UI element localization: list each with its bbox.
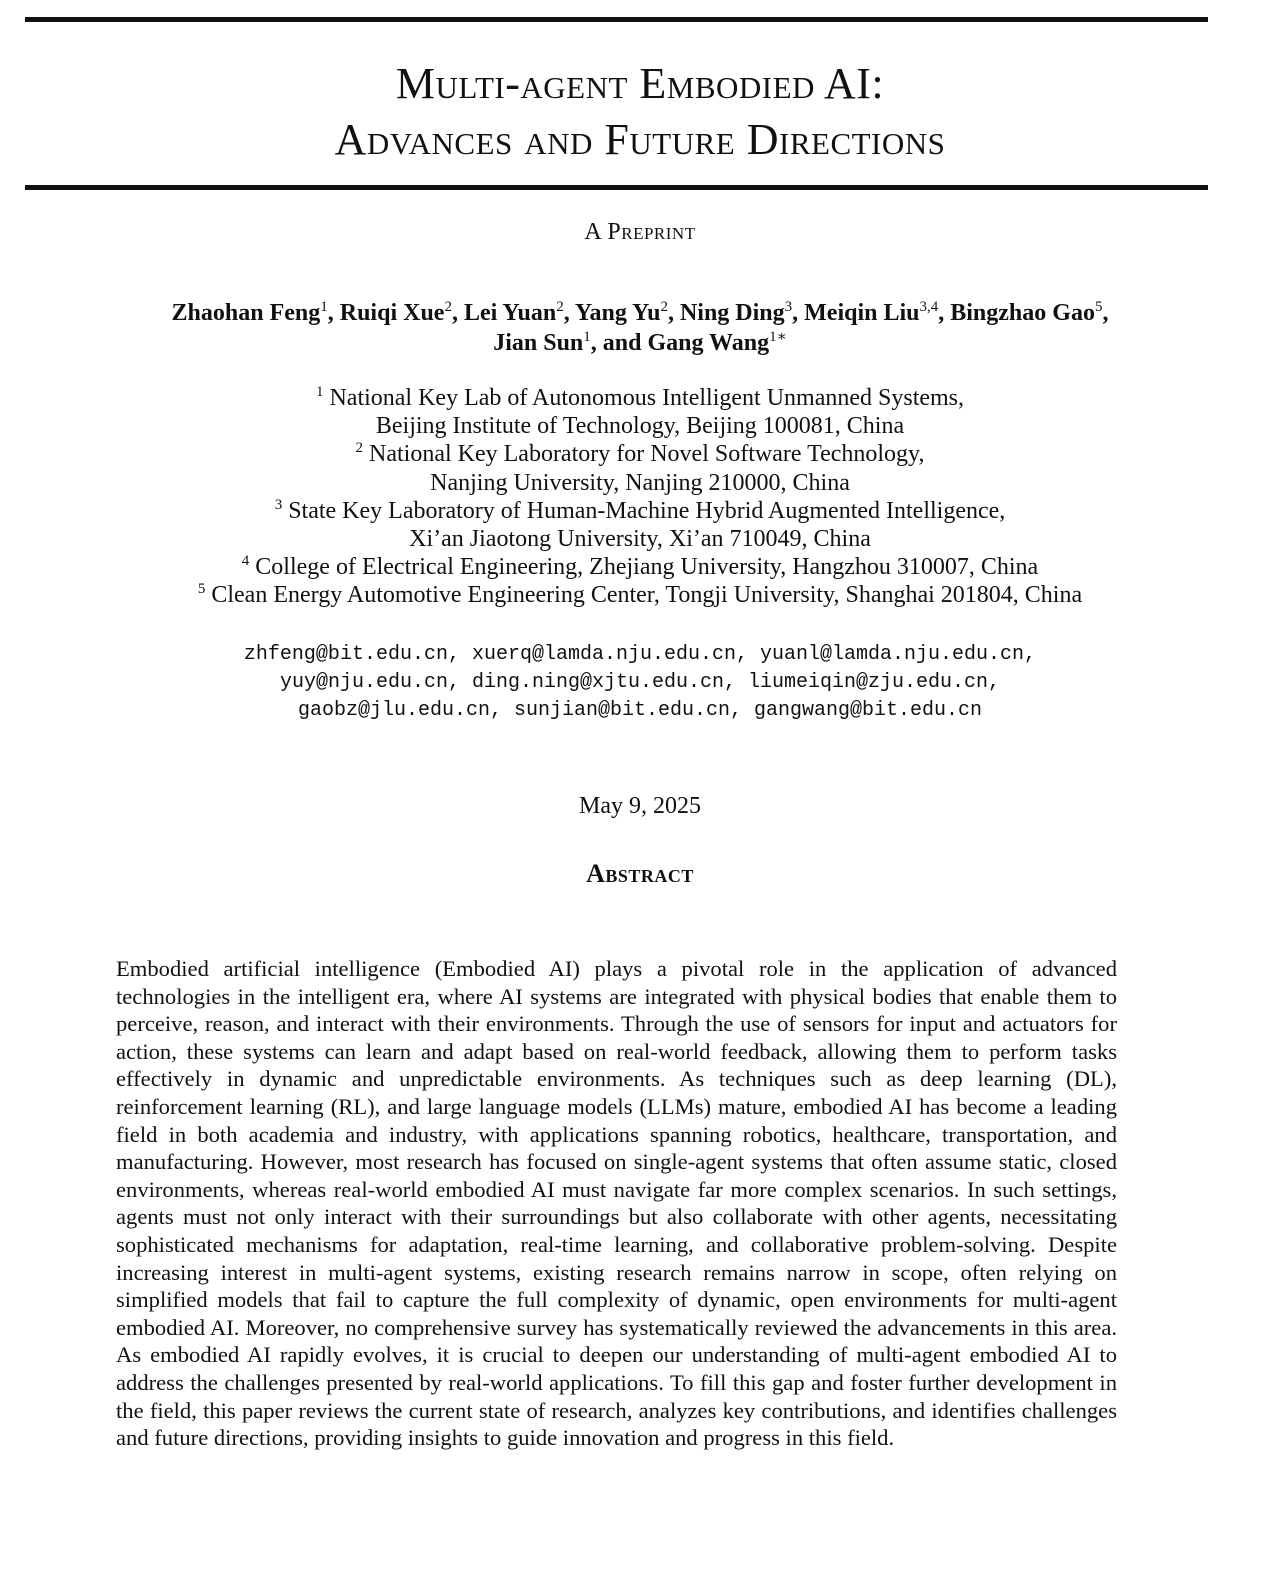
bottom-rule	[25, 185, 1208, 190]
affiliation-line: Nanjing University, Nanjing 210000, China	[430, 469, 850, 496]
affiliations	[60, 384, 1220, 610]
author: Jian Sun$^1$	[493, 329, 591, 356]
affiliation-line: $^1$ National Key Lab of Autonomous Intelligent Unmanned Systems,	[315, 384, 965, 411]
email-line: gaobz@jlu.edu.cn, sunjian@bit.edu.cn, gangwang@bit.edu.cn	[297, 699, 983, 722]
publication-date: May 9, 2025	[579, 793, 701, 819]
email-list	[60, 641, 1220, 725]
affiliation-line: Beijing Institute of Technology, Beijing 100081, China	[375, 413, 905, 440]
affiliation-line: Xi’an Jiaotong University, Xi’an 710049, China	[409, 526, 871, 553]
paper-title	[0, 56, 1280, 168]
title-line-2: Advances and Future Directions	[334, 115, 946, 164]
top-rule	[25, 17, 1208, 22]
affiliation-line: $^3$ State Key Laboratory of Human-Machine Hybrid Augmented Intelligence,	[274, 496, 1006, 524]
author: Bingzhao Gao$^5$	[950, 299, 1103, 326]
author: Yang Yu$^2$	[574, 299, 668, 326]
author: Ning Ding$^3$	[679, 299, 793, 326]
email-line: zhfeng@bit.edu.cn, xuerq@lamda.nju.edu.cn, yuanl@lamda.nju.edu.cn,	[243, 643, 1037, 666]
title-line-1: Multi-agent Embodied AI:	[395, 59, 885, 108]
affiliation-line: $^5$ Clean Energy Automotive Engineering Center, Tongji University, Shanghai 201804, China	[197, 581, 1083, 609]
abstract-heading: Abstract	[586, 859, 694, 888]
preprint-label: A Preprint	[584, 219, 696, 245]
affiliation-line: $^2$ National Key Laboratory for Novel Software Technology,	[355, 440, 925, 468]
author-list: Zhaohan Feng$^1$, Ruiqi Xue$^2$, Lei Yuan$^2$, Yang Yu$^2$, Ning Ding$^3$, Meiqin Liu$^{3,4}$, Bingzhao Gao$^5$, Jian Sun$^1$, and Gang Wang$^{1∗}$	[171, 299, 1109, 356]
author: and Gang Wang$^{1∗}$	[602, 329, 787, 356]
email-line: yuy@nju.edu.cn, ding.ning@xjtu.edu.cn, liumeiqin@zju.edu.cn,	[279, 671, 1001, 694]
author: Ruiqi Xue$^2$	[339, 299, 452, 326]
affiliation-line: $^4$ College of Electrical Engineering, Zhejiang University, Hangzhou 310007, China	[241, 553, 1039, 581]
author: Meiqin Liu$^{3,4}$	[804, 299, 939, 326]
author: Lei Yuan$^2$	[463, 299, 564, 326]
abstract-text: Embodied artificial intelligence (Embodied AI) plays a pivotal role in the application of advanced technologies in the intelligent era, where AI systems are integrated with physical bodies that enable them to perceive, reason, and interact with their environments. Through the use of sensors for input and actuators for action, these systems can learn and adapt based on real-world feedback, allowing them to perform tasks effectively in dynamic and unpredictable environments. As techniques such as deep learning (DL), reinforcement learning (RL), and large language models (LLMs) mature, embodied AI has become a leading field in both academia and industry, with applications spanning robotics, healthcare, transportation, and manufacturing. However, most research has focused on single-agent systems that often assume static, closed environments, whereas real-world embodied AI must navigate far more complex scenarios. In such settings, agents must not only interact with their surroundings but also collaborate with other agents, necessitating sophisticated mechanisms for adaptation, real-time learning, and collaborative problem-solving. Despite increasing interest in multi-agent systems, existing research remains narrow in scope, often relying on simplified models that fail to capture the full complexity of dynamic, open environments for multi-agent embodied AI. Moreover, no comprehensive survey has systematically reviewed the advancements in this area. As embodied AI rapidly evolves, it is crucial to deepen our understanding of multi-agent embodied AI to address the challenges presented by real-world applications. To fill this gap and foster further development in the field, this paper reviews the current state of research, analyzes key contributions, and identifies challenges and future directions, providing insights to guide innovation and progress in this field.	[116, 956, 1117, 1451]
author: Zhaohan Feng$^1$	[171, 299, 328, 326]
